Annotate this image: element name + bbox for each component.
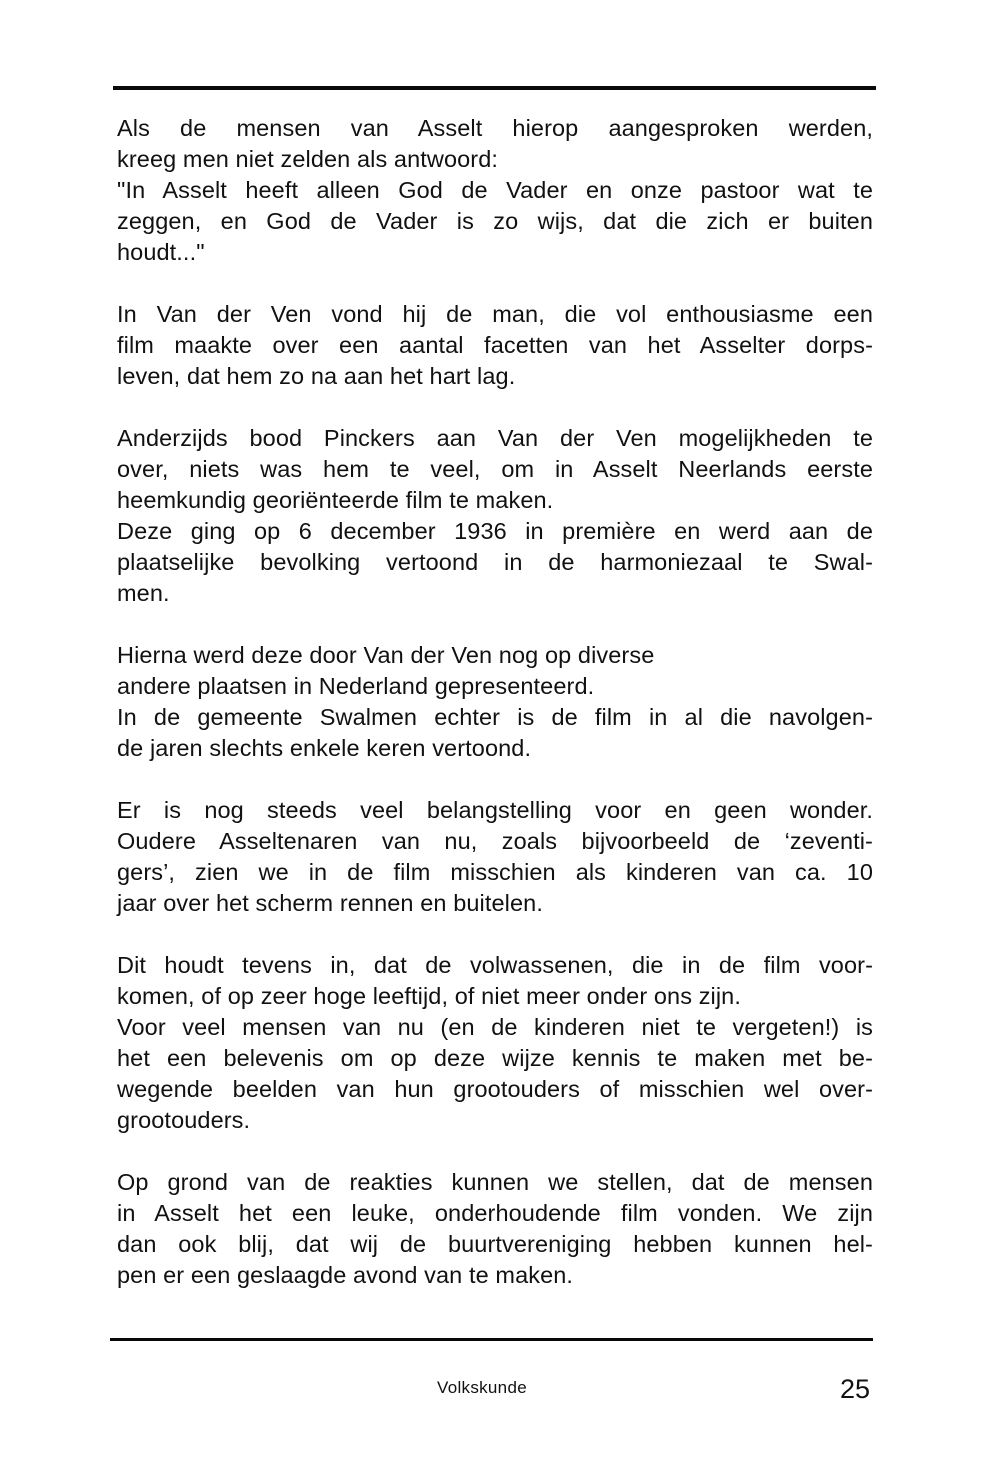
text-line: men.: [117, 580, 170, 606]
text-line: grootouders.: [117, 1107, 251, 1133]
paragraph: [117, 423, 873, 609]
footer-title: Volkskunde: [437, 1378, 527, 1397]
text-line: film maakte over een aantal facetten van het Asselter dorps-: [117, 332, 873, 358]
text-line: zeggen, en God de Vader is zo wijs, dat die zich er buiten: [117, 208, 873, 234]
text-line: pen er een geslaagde avond van te maken.: [117, 1262, 574, 1288]
text-line: gers’, zien we in de film misschien als kinderen van ca. 10: [117, 859, 873, 885]
text-line: plaatselijke bevolking vertoond in de harmoniezaal te Swal-: [117, 549, 873, 575]
top-rule: [113, 86, 876, 90]
text-line: wegende beelden van hun grootouders of misschien wel over-: [117, 1076, 873, 1102]
text-line: dan ook blij, dat wij de buurtvereniging hebben kunnen hel-: [117, 1231, 873, 1257]
text-line: jaar over het scherm rennen en buitelen.: [117, 890, 543, 916]
paragraph: [117, 113, 873, 268]
text-line: Er is nog steeds veel belangstelling voor en geen wonder.: [117, 797, 873, 823]
text-line: Op grond van de reakties kunnen we stellen, dat de mensen: [117, 1169, 873, 1195]
text-line: Anderzijds bood Pinckers aan Van der Ven mogelijkheden te: [117, 425, 873, 451]
text-line: Dit houdt tevens in, dat de volwassenen, die in de film voor-: [117, 952, 873, 978]
text-line: leven, dat hem zo na aan het hart lag.: [117, 363, 516, 389]
text-line: Deze ging op 6 december 1936 in première en werd aan de: [117, 518, 873, 544]
text-line: heemkundig georiënteerde film te maken.: [117, 487, 554, 513]
paragraph: [117, 950, 873, 1136]
paragraph: [117, 1167, 873, 1291]
page-number: 25: [840, 1374, 871, 1404]
body-text: [117, 113, 873, 1322]
text-line: het een belevenis om op deze wijze kennis te maken met be-: [117, 1045, 873, 1071]
text-line: de jaren slechts enkele keren vertoond.: [117, 735, 532, 761]
text-line: Hierna werd deze door Van der Ven nog op diverse: [117, 642, 655, 668]
text-line: komen, of op zeer hoge leeftijd, of niet meer onder ons zijn.: [117, 983, 741, 1009]
text-line: kreeg men niet zelden als antwoord:: [117, 146, 499, 172]
paragraph: [117, 795, 873, 919]
bottom-rule: [110, 1338, 873, 1341]
text-line: houdt...": [117, 239, 205, 265]
paragraph: [117, 299, 873, 392]
text-line: Oudere Asseltenaren van nu, zoals bijvoorbeeld de ‘zeventi-: [117, 828, 873, 854]
text-line: Als de mensen van Asselt hierop aangesproken werden,: [117, 115, 873, 141]
text-line: In Van der Ven vond hij de man, die vol enthousiasme een: [117, 301, 873, 327]
text-line: andere plaatsen in Nederland gepresenteerd.: [117, 673, 595, 699]
text-line: "In Asselt heeft alleen God de Vader en onze pastoor wat te: [117, 177, 873, 203]
text-line: over, niets was hem te veel, om in Asselt Neerlands eerste: [117, 456, 873, 482]
text-line: Voor veel mensen van nu (en de kinderen niet te vergeten!) is: [117, 1014, 873, 1040]
paragraph: [117, 640, 873, 764]
text-line: in Asselt het een leuke, onderhoudende film vonden. We zijn: [117, 1200, 873, 1226]
text-line: In de gemeente Swalmen echter is de film in al die navolgen-: [117, 704, 873, 730]
